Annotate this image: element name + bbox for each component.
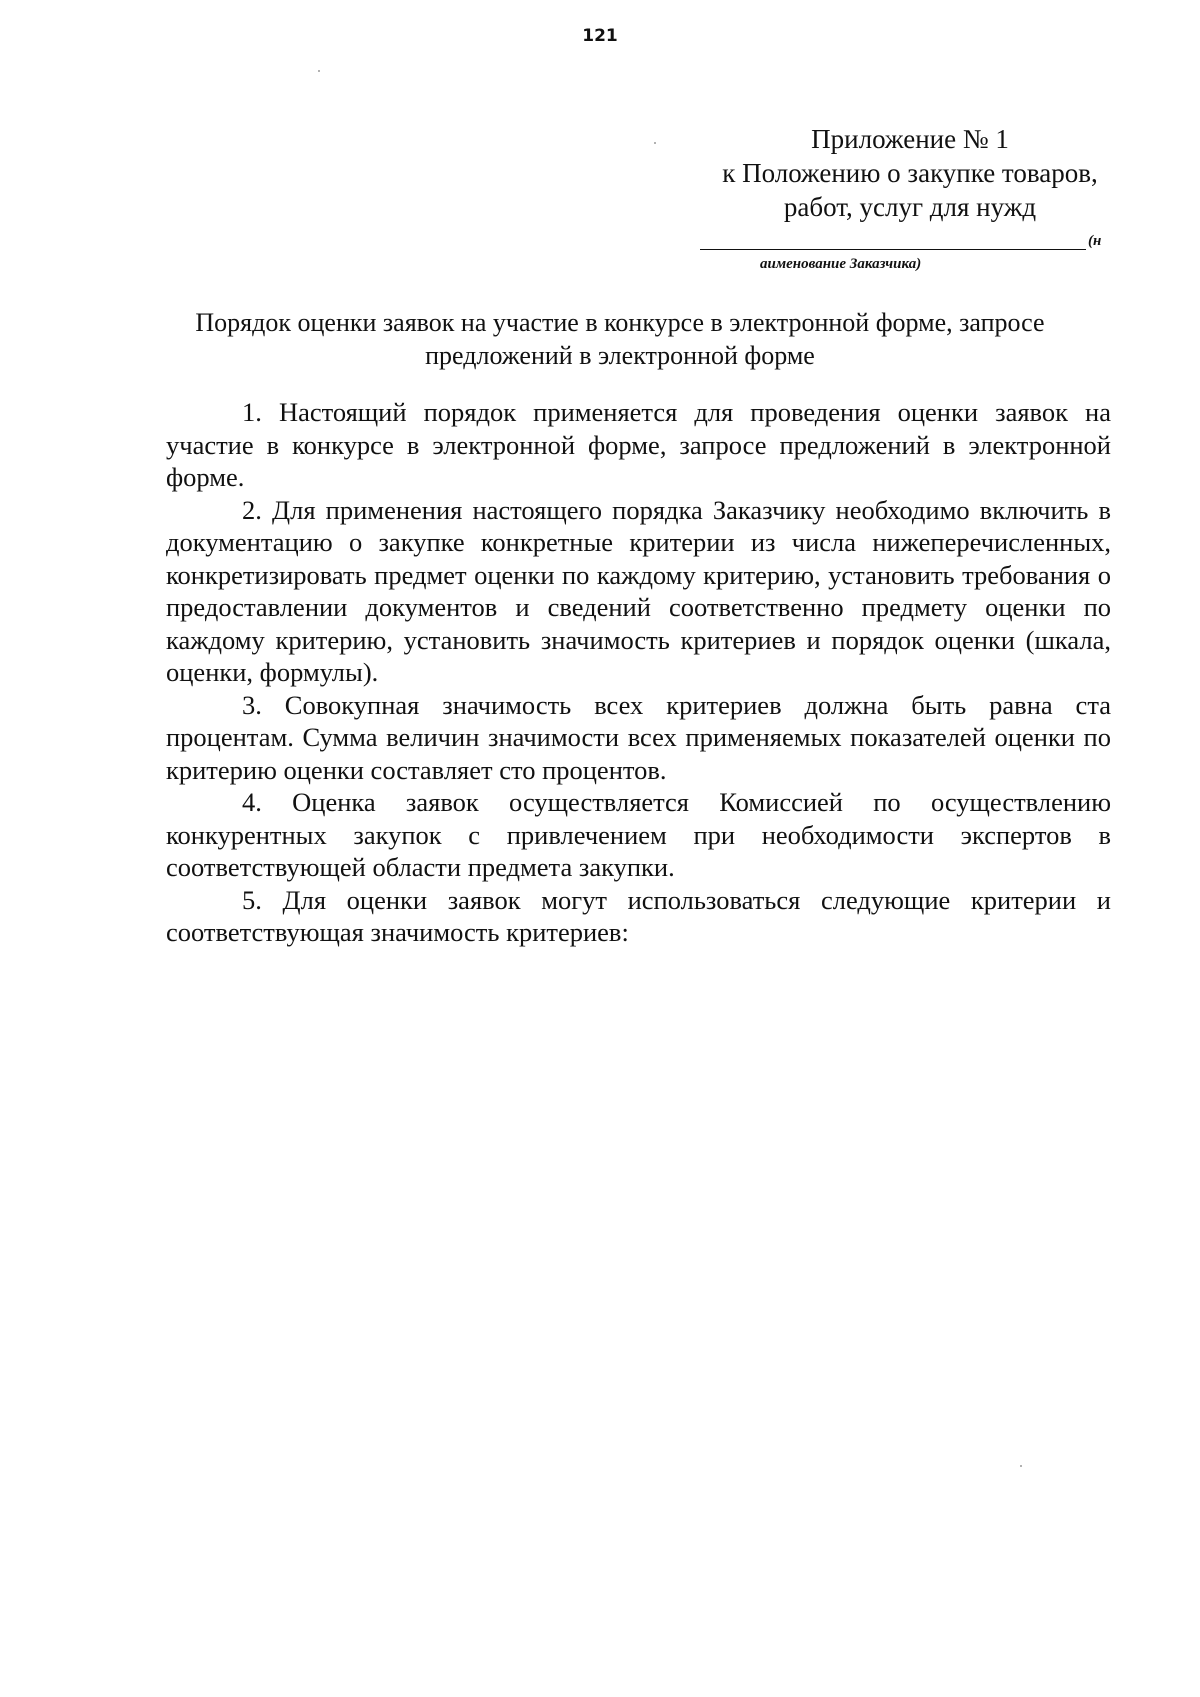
document-body (166, 396, 1111, 949)
scan-speck (318, 70, 320, 72)
paragraph-1: 1. Настоящий порядок применяется для проведения оценки заявок на участие в конкурсе в электронной форме, запросе предложений в электронной форме. (166, 397, 1111, 492)
document-title-line-1: Порядок оценки заявок на участие в конкурсе в электронной форме, запросе (195, 308, 1045, 337)
page-number: 121 (582, 26, 618, 46)
scan-speck (654, 142, 656, 144)
appendix-reference: к Положению о закупке товаров, (722, 158, 1098, 188)
document-title-line-2: предложений в электронной форме (425, 341, 815, 370)
blank-underline (700, 249, 1086, 250)
paragraph-2: 2. Для применения настоящего порядка Заказчику необходимо включить в документацию о закупке конкретные критерии из числа нижеперечисленных, конкретизировать предмет оценки по каждому критерию, установить требования о предоставлении документов и сведений соответственно предмету оценки по каждому критерию, установить значимость критериев и порядок оценки (шкала, оценки, формулы). (166, 494, 1111, 687)
appendix-header (650, 122, 1170, 224)
blank-caption-start: (н (1088, 233, 1102, 249)
paragraph-4: 4. Оценка заявок осуществляется Комиссией по осуществлению конкурентных закупок с привлечением при необходимости экспертов в соответствующей области предмета закупки. (166, 787, 1111, 882)
customer-name-caption: аименование Заказчика) (760, 256, 922, 272)
document-title (140, 306, 1100, 372)
paragraph-3: 3. Совокупная значимость всех критериев должна быть равна ста процентам. Сумма величин значимости всех применяемых показателей оценки по критерию оценки составляет сто процентов. (166, 689, 1111, 785)
paragraph-5: 5. Для оценки заявок могут использоваться следующие критерии и соответствующая значимость критериев: (166, 884, 1111, 947)
scan-speck (1020, 1465, 1022, 1467)
appendix-title: Приложение № 1 (811, 124, 1009, 154)
appendix-reference-continued: работ, услуг для нужд (783, 192, 1037, 222)
